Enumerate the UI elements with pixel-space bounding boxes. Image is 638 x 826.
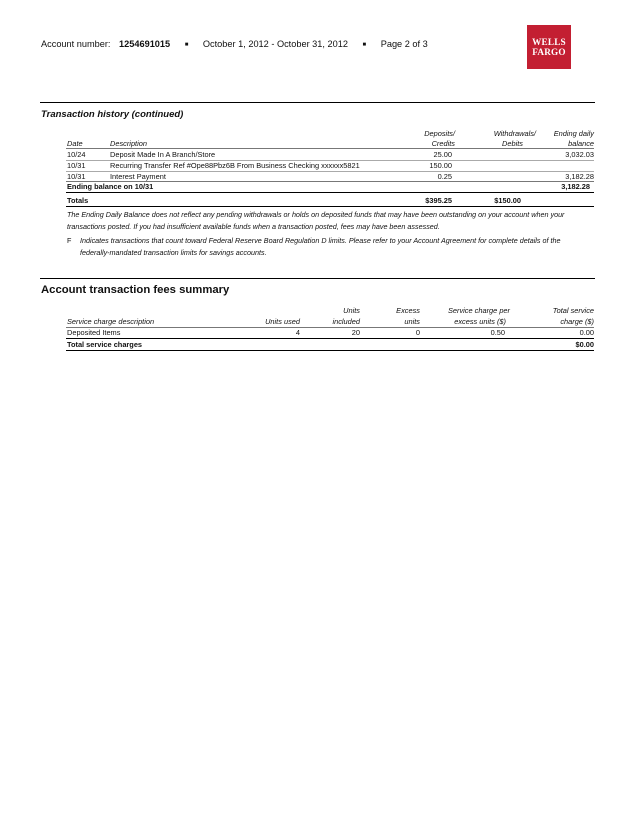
total-service-charges-label: Total service charges: [67, 340, 143, 349]
fees-summary-title: Account transaction fees summary: [41, 284, 230, 296]
row-date: 10/31: [67, 161, 86, 170]
totals-divider: [66, 206, 594, 207]
col-units-included-line2: included: [332, 317, 360, 326]
fee-excess-units: 0: [415, 328, 420, 337]
col-units-used: Units used: [265, 317, 300, 326]
col-units-included-line1: Units: [343, 306, 360, 315]
regulation-d-marker: F: [67, 236, 72, 245]
separator-icon: ■: [362, 42, 367, 48]
row-deposit: 150.00: [429, 161, 452, 170]
note-line: transactions posted. If you had insufficient available funds when a transaction posted, fees may have been assessed.: [67, 222, 440, 231]
row-divider: [66, 338, 594, 339]
total-divider: [66, 350, 594, 351]
totals-deposits: $395.25: [425, 196, 452, 205]
col-service-description: Service charge description: [67, 317, 155, 326]
col-total-line1: Total service: [552, 306, 594, 315]
col-withdrawals-line2: Debits: [502, 139, 523, 148]
col-total-line2: charge ($): [560, 317, 594, 326]
section-divider: [40, 278, 595, 279]
ending-balance-label: Ending balance on 10/31: [67, 182, 154, 191]
row-balance: 3,032.03: [565, 150, 594, 159]
totals-withdrawals: $150.00: [494, 196, 521, 205]
col-deposits-line2: Credits: [431, 139, 455, 148]
row-description: Deposit Made In A Branch/Store: [110, 150, 216, 159]
transaction-history-title: Transaction history (continued): [41, 109, 184, 120]
fee-charge-per: 0.50: [490, 328, 505, 337]
row-deposit: 0.25: [437, 172, 452, 181]
col-deposits-line1: Deposits/: [424, 129, 455, 138]
ending-balance-value: 3,182.28: [561, 182, 590, 191]
fee-units-used: 4: [295, 328, 300, 337]
account-number-label: Account number:: [41, 39, 111, 49]
ending-balance-note: [67, 209, 564, 233]
fee-total: 0.00: [579, 328, 594, 337]
note-line: federally-mandated transaction limits for savings accounts.: [80, 248, 267, 257]
col-excess-line2: units: [404, 317, 420, 326]
row-date: 10/24: [67, 150, 86, 159]
row-description: Interest Payment: [110, 172, 166, 181]
fee-units-included: 20: [351, 328, 360, 337]
statement-period: October 1, 2012 - October 31, 2012: [202, 39, 348, 49]
page-number: Page 2 of 3: [380, 39, 428, 49]
ending-divider: [66, 192, 594, 193]
col-charge-per-line2: excess units ($): [454, 317, 506, 326]
col-description: Description: [110, 139, 147, 148]
row-deposit: 25.00: [433, 150, 452, 159]
col-excess-line1: Excess: [396, 306, 420, 315]
col-withdrawals-line1: Withdrawals/: [493, 129, 536, 138]
wells-fargo-logo: [527, 25, 571, 69]
totals-label: Totals: [67, 196, 89, 205]
col-date: Date: [67, 139, 83, 148]
fee-description: Deposited Items: [67, 328, 121, 337]
row-balance: 3,182.28: [565, 172, 594, 181]
row-date: 10/31: [67, 172, 86, 181]
note-line: The Ending Daily Balance does not reflect any pending withdrawals or holds on deposited funds that may have been outstanding on your account when your: [67, 210, 565, 219]
logo-line-1: WELLS: [532, 37, 566, 47]
logo-line-2: FARGO: [532, 47, 566, 57]
separator-icon: ■: [184, 42, 189, 48]
col-ending-line2: balance: [568, 139, 594, 148]
header-divider: [66, 148, 594, 149]
account-number: 1254691015: [119, 39, 171, 49]
regulation-d-note: [80, 235, 560, 259]
note-line: Indicates transactions that count toward Federal Reserve Board Regulation D limits. Please refer to your Account Agreement for complete details of the: [80, 236, 561, 245]
total-service-charges-value: $0.00: [575, 340, 594, 349]
col-ending-line1: Ending daily: [553, 129, 594, 138]
section-divider: [40, 102, 595, 103]
col-charge-per-line1: Service charge per: [447, 306, 510, 315]
row-description: Recurring Transfer Ref #Ope88Pbz6B From Business Checking xxxxxx5821: [110, 161, 360, 170]
statement-header: [41, 39, 428, 49]
